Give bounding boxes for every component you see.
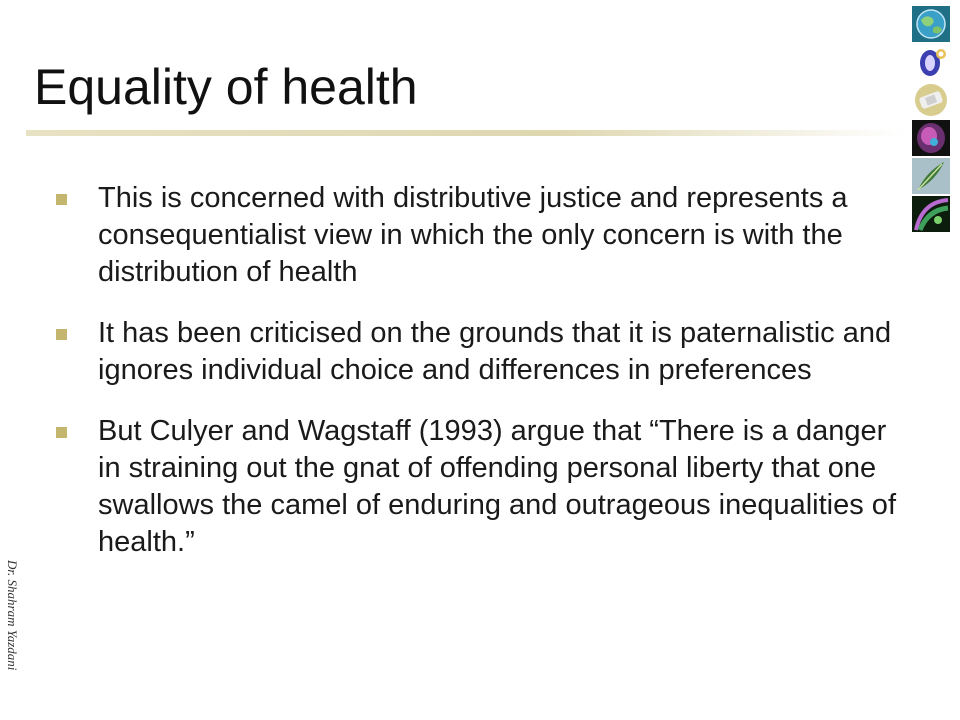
brain-scan-icon	[912, 120, 950, 156]
bullet-list	[56, 180, 896, 585]
leaf-icon	[912, 158, 950, 194]
bullet-square-icon	[56, 329, 67, 340]
bullet-square-icon	[56, 427, 67, 438]
bullet-text: This is concerned with distributive justice and represents a consequentialist view in which the only concern is with the distribution of health	[98, 182, 848, 288]
molecule-icon	[912, 44, 950, 80]
bullet-text: It has been criticised on the grounds that it is paternalistic and ignores individual choice and differences in preferences	[98, 317, 892, 386]
bandage-icon	[912, 82, 950, 118]
bullet-item	[56, 413, 896, 561]
slide-title: Equality of health	[34, 59, 418, 115]
bullet-item	[56, 180, 896, 291]
thumbnail-strip	[912, 6, 952, 234]
globe-icon	[912, 6, 950, 42]
bullet-square-icon	[56, 194, 67, 205]
author-credit	[0, 560, 24, 710]
title-underline	[26, 130, 906, 136]
bullet-text: But Culyer and Wagstaff (1993) argue that “There is a danger in straining out the gnat of offending personal liberty that one swallows the camel of enduring and outrageous inequalities of health.”	[98, 415, 896, 558]
bullet-item	[56, 315, 896, 389]
author-credit-text: Dr. Shahram Yazdani	[5, 560, 20, 671]
cell-icon	[912, 196, 950, 232]
